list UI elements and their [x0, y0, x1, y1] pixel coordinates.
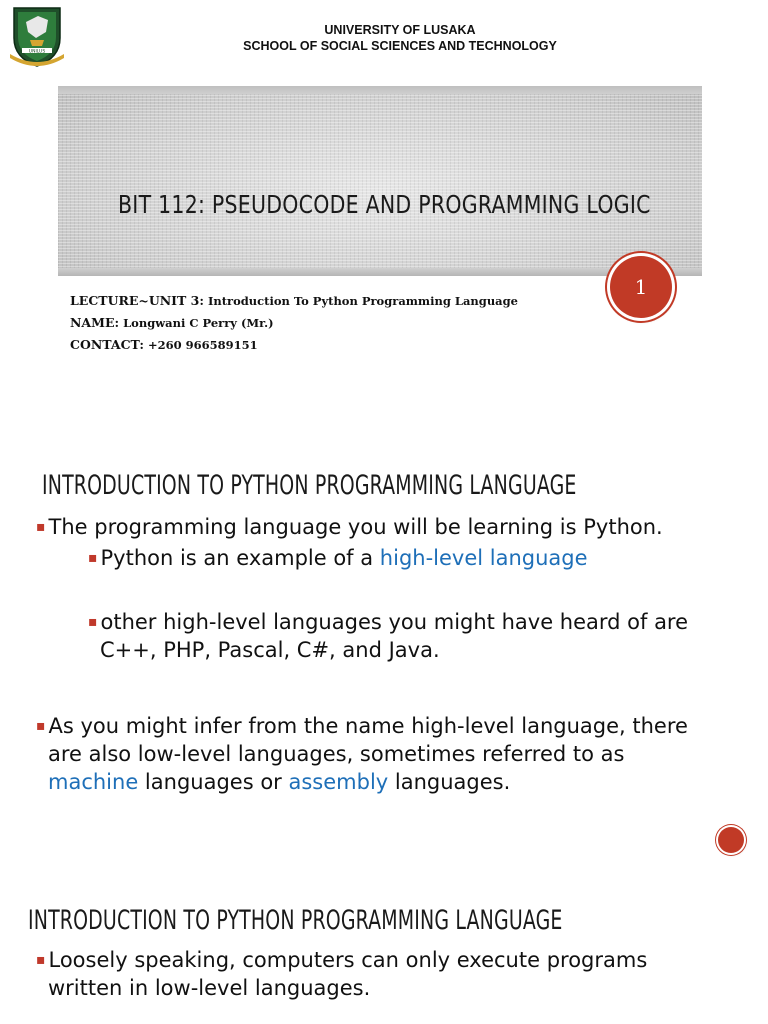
sub-bullet-item — [88, 544, 748, 572]
machine-link[interactable]: machine — [48, 770, 139, 794]
bullet-marker-icon: ▪ — [36, 718, 46, 734]
lecture-value: Introduction To Python Programming Language — [207, 294, 518, 308]
bullet-text-continued: written in low-level languages. — [48, 976, 371, 1000]
bullet-item — [36, 946, 756, 1002]
title-banner — [58, 86, 702, 276]
banner-bottom-border — [58, 268, 702, 276]
bullet-text: languages or — [138, 770, 289, 794]
slide-heading: INTRODUCTION TO PYTHON PROGRAMMING LANGUAGE — [28, 905, 563, 936]
banner-top-border — [58, 86, 702, 94]
sub-bullet-item — [88, 608, 758, 664]
bullet-item — [36, 513, 756, 541]
bullet-text: other high-level languages you might have heard of are — [100, 610, 689, 634]
bullet-text-continued: are also low-level languages, sometimes referred to as — [48, 742, 625, 766]
school-name: SCHOOL OF SOCIAL SCIENCES AND TECHNOLOGY — [243, 39, 557, 53]
name-label: NAME: — [70, 315, 120, 330]
lecture-label: LECTURE~UNIT 3: — [70, 293, 204, 308]
lecture-line — [70, 290, 610, 312]
bullet-item — [36, 712, 756, 796]
contact-line — [70, 334, 610, 356]
slide-marker-dot — [718, 827, 744, 853]
slide-number-badge: 1 — [610, 256, 672, 318]
bullet-text: Python is an example of a — [100, 546, 380, 570]
assembly-link[interactable]: assembly — [288, 770, 389, 794]
bullet-marker-icon: ▪ — [88, 550, 98, 566]
logo-text: UNILUS — [28, 49, 46, 55]
bullet-marker-icon: ▪ — [36, 952, 46, 968]
name-line — [70, 312, 610, 334]
bullet-text-continued — [36, 768, 756, 796]
bullet-text: The programming language you will be learning is Python. — [48, 515, 663, 539]
university-header — [150, 22, 650, 54]
university-name: UNIVERSITY OF LUSAKA — [324, 23, 476, 37]
contact-value: +260 966589151 — [147, 338, 258, 352]
bullet-text: languages. — [388, 770, 511, 794]
contact-label: CONTACT: — [70, 337, 144, 352]
course-title: BIT 112: PSEUDOCODE AND PROGRAMMING LOGIC — [118, 190, 651, 219]
bullet-text: Loosely speaking, computers can only execute programs — [48, 948, 648, 972]
bullet-marker-icon: ▪ — [88, 614, 98, 630]
high-level-language-link[interactable]: high-level language — [379, 546, 588, 570]
bullet-text-continued: C++, PHP, Pascal, C#, and Java. — [100, 638, 440, 662]
name-value: Longwani C Perry (Mr.) — [123, 316, 274, 330]
bullet-marker-icon: ▪ — [36, 519, 46, 535]
lecture-info — [70, 290, 610, 356]
slide-heading: INTRODUCTION TO PYTHON PROGRAMMING LANGUAGE — [42, 470, 577, 501]
bullet-text: As you might infer from the name high-level language, there — [48, 714, 688, 738]
university-logo — [8, 4, 66, 70]
